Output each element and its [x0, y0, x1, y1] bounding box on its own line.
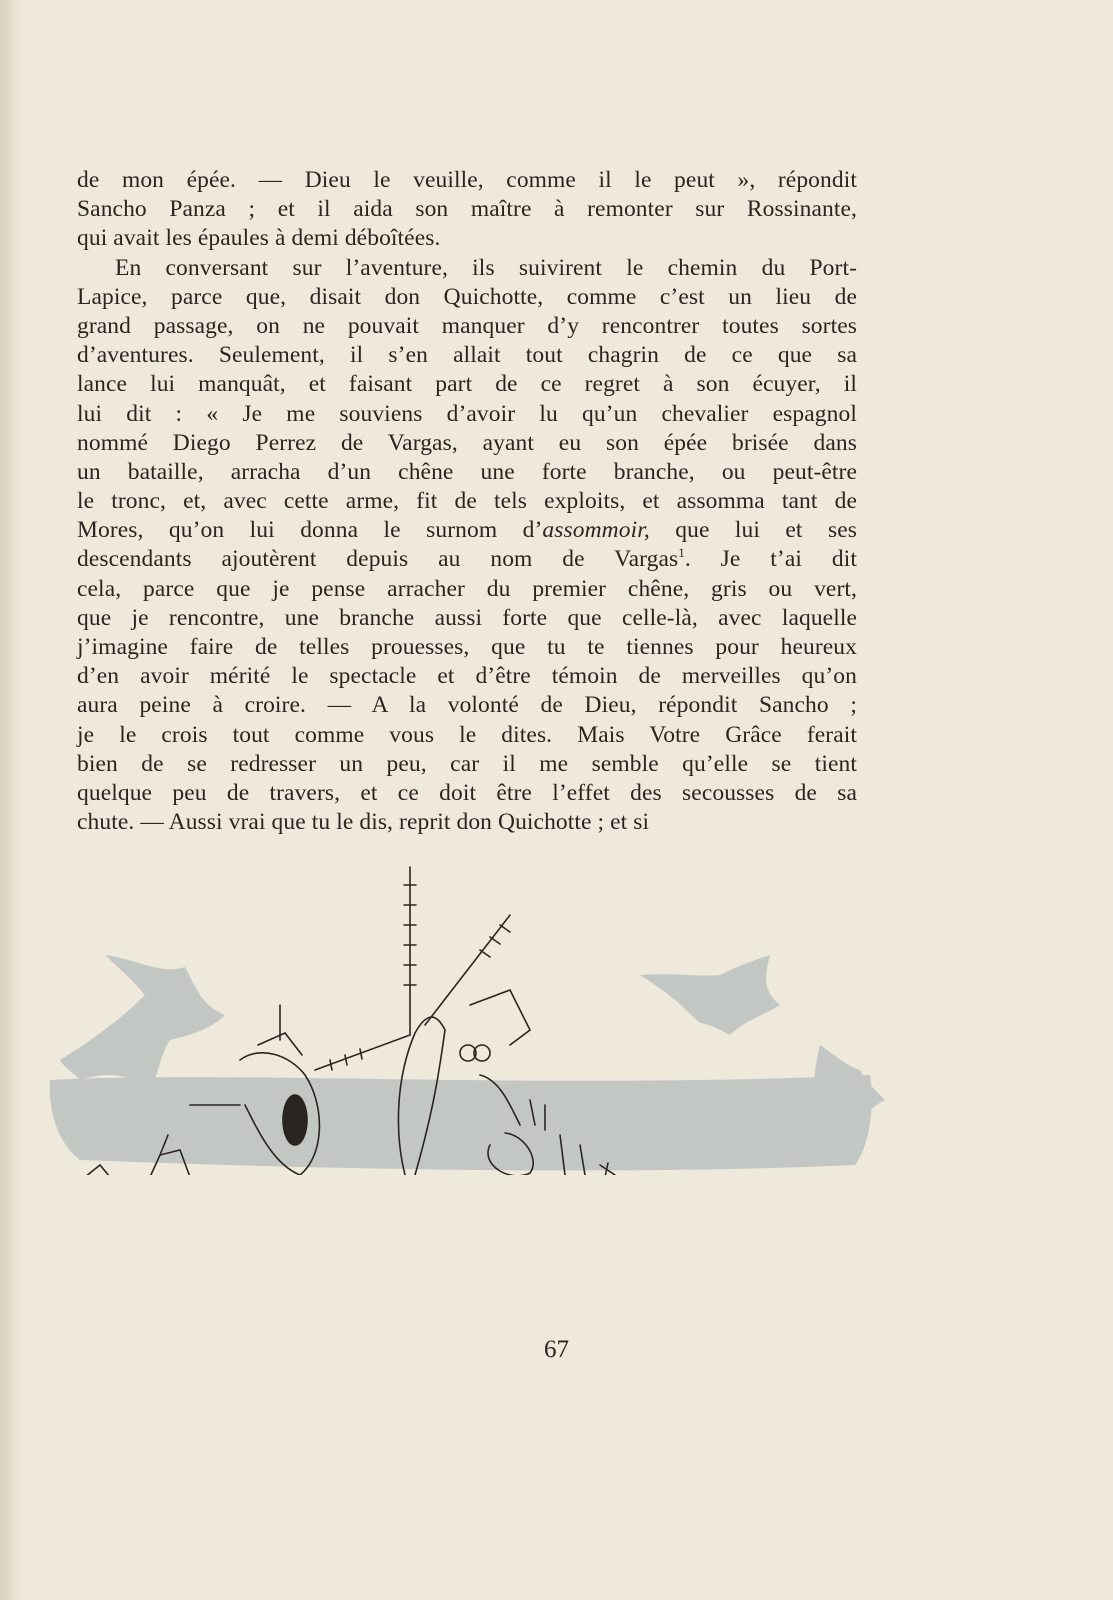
text-fragment: Mores, qu’on lui donna le surnom d’: [77, 517, 543, 544]
text-line: lance lui manquât, et faisant part de ce regret à son écuyer, il: [77, 371, 857, 398]
text-line: chute. — Aussi vrai que tu le dis, reprit don Quichotte ; et si: [77, 809, 650, 836]
gray-wash: [50, 955, 885, 1170]
text-fragment: descendants ajoutèrent depuis au nom de Vargas: [77, 546, 679, 573]
text-line: le tronc, et, avec cette arme, fit de tels exploits, et assomma tant de: [77, 488, 857, 515]
text-line: [77, 516, 857, 545]
text-line: grand passage, on ne pouvait manquer d’y rencontrer toutes sortes: [77, 312, 857, 339]
text-line: En conversant sur l’aventure, ils suivirent le chemin du Port-: [115, 254, 857, 281]
text-fragment: que lui et ses: [649, 517, 857, 544]
text-line: aura peine à croire. — A la volonté de Dieu, répondit Sancho ;: [77, 692, 857, 719]
text-line: que je rencontre, une branche aussi forte que celle-là, avec laquelle: [77, 604, 857, 631]
body-text: [77, 166, 857, 837]
text-fragment: . Je t’ai dit: [684, 546, 857, 573]
text-line: [77, 545, 857, 574]
page-number: 67: [544, 1336, 569, 1363]
text-line: nommé Diego Perrez de Vargas, ayant eu son épée brisée dans: [77, 429, 857, 456]
text-line: de mon épée. — Dieu le veuille, comme il le peut », répondit: [77, 167, 857, 193]
text-line: d’aventures. Seulement, il s’en allait tout chagrin de ce que sa: [77, 342, 857, 369]
text-line: lui dit : « Je me souviens d’avoir lu qu’un chevalier espagnol: [77, 400, 857, 427]
text-line: cela, parce que je pense arracher du premier chêne, gris ou vert,: [77, 575, 857, 602]
italic-word: assommoir,: [542, 517, 650, 544]
footnote-marker: 1: [678, 545, 685, 561]
text-line: d’en avoir mérité le spectacle et d’être témoin de merveilles qu’on: [77, 663, 857, 690]
text-line: je le crois tout comme vous le dites. Mais Votre Grâce ferait: [77, 721, 857, 748]
windmill-illustration: [40, 865, 900, 1175]
text-line: bien de se redresser un peu, car il me semble qu’elle se tient: [77, 750, 857, 777]
text-line: j’imagine faire de telles prouesses, que tu te tiennes pour heureux: [77, 634, 857, 660]
text-line: quelque peu de travers, et ce doit être l’effet des secousses de sa: [77, 779, 857, 806]
text-line: un bataille, arracha d’un chêne une forte branche, ou peut-être: [77, 458, 857, 485]
text-line: Lapice, parce que, disait don Quichotte, comme c’est un lieu de: [77, 283, 857, 310]
text-line: qui avait les épaules à demi déboîtées.: [77, 225, 441, 252]
text-line: Sancho Panza ; et il aida son maître à remonter sur Rossinante,: [77, 196, 857, 223]
